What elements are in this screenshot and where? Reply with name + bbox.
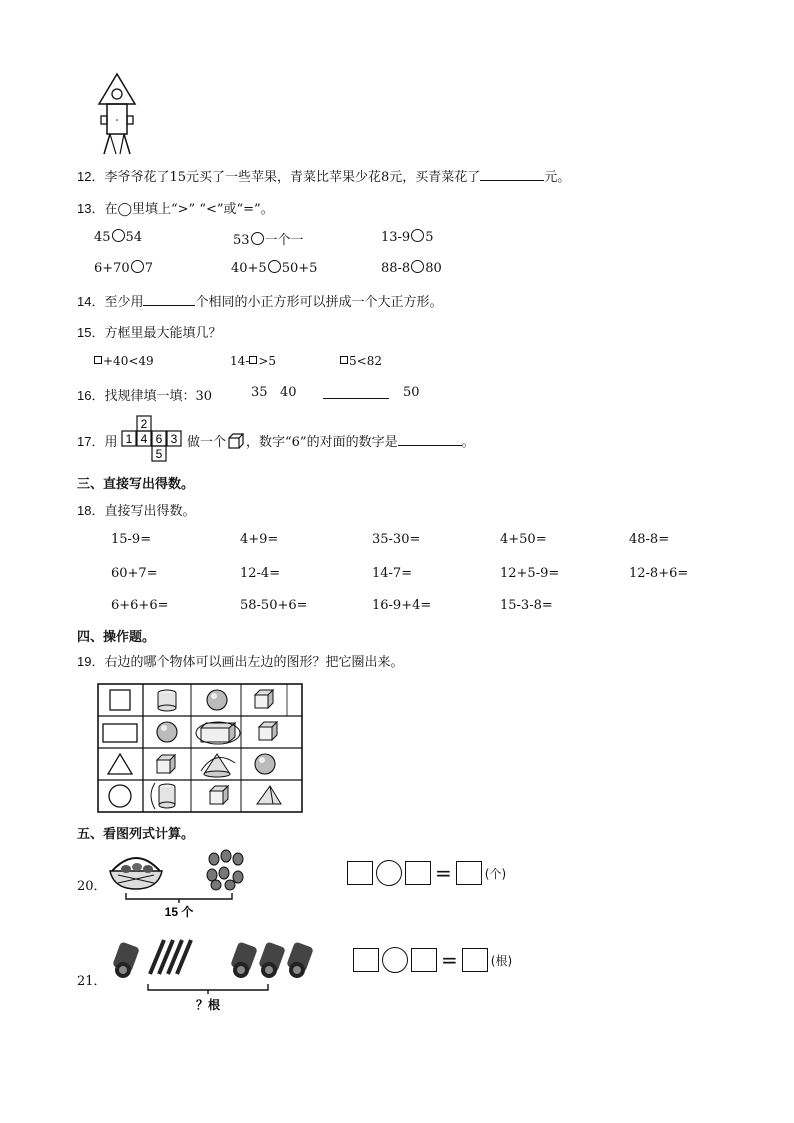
calc-item: 15-9= <box>111 532 152 547</box>
calc-item: 15-3-8= <box>500 598 553 613</box>
calc-item: 16-9+4= <box>372 598 432 613</box>
calc-item: 35-30= <box>372 532 421 547</box>
compare-circle[interactable] <box>131 260 144 273</box>
calc-item: 60+7= <box>111 566 158 581</box>
stick-bundle-icon <box>150 940 191 974</box>
calc-item: 12+5-9= <box>500 566 560 581</box>
cube-object[interactable] <box>255 690 273 708</box>
cylinder-object[interactable] <box>151 783 175 809</box>
cube-net <box>120 414 184 464</box>
calc-item: 4+9= <box>240 532 279 547</box>
sequence-value: 50 <box>403 385 420 400</box>
total-label: ？根 <box>195 998 221 1012</box>
answer-blank[interactable] <box>323 398 389 399</box>
pyramid-object[interactable] <box>257 786 281 804</box>
circle-shape <box>109 785 131 807</box>
shape-object-table <box>97 683 304 814</box>
fruit-picture <box>104 845 254 921</box>
question-16: 16．找规律填一填：30 <box>77 388 213 404</box>
compare-item: 53 一个一 <box>233 233 304 248</box>
calc-item: 14-7= <box>372 566 413 581</box>
answer-blank[interactable] <box>143 293 195 306</box>
question-17-rest: 做一个 ，数字“6”的对面的数字是 。 <box>187 435 475 450</box>
section-title: 三、直接写出得数。 <box>77 477 195 492</box>
fill-box-item: 5<82 <box>340 354 382 368</box>
compare-item: 45 54 <box>94 230 143 245</box>
answer-box[interactable] <box>456 861 482 885</box>
cube-object[interactable] <box>210 786 228 804</box>
sphere-object[interactable] <box>157 722 177 742</box>
cuboid-object[interactable] <box>196 722 240 744</box>
operator-circle[interactable] <box>382 947 408 973</box>
basket-icon <box>110 858 162 889</box>
triangle-shape <box>108 754 132 774</box>
answer-blank[interactable] <box>480 168 544 181</box>
compare-item: 13-9 5 <box>381 230 434 245</box>
cube-object[interactable] <box>157 755 175 773</box>
answer-box[interactable] <box>353 948 379 972</box>
section-title: 四、操作题。 <box>77 630 156 645</box>
sticks-picture <box>110 932 340 1016</box>
calc-item: 12-4= <box>240 566 281 581</box>
question-15: 15．方框里最大能填几？ <box>77 325 222 341</box>
sequence-value: 40 <box>280 385 297 400</box>
compare-circle[interactable] <box>411 260 424 273</box>
question-21: 21． <box>77 974 107 989</box>
answer-blank[interactable] <box>398 433 462 446</box>
compare-circle[interactable] <box>268 260 281 273</box>
calc-item: 12-8+6= <box>629 566 689 581</box>
question-14: 14．至少用 个相同的小正方形可以拼成一个大正方形。 <box>77 294 443 310</box>
answer-box[interactable] <box>411 948 437 972</box>
net-face: 5 <box>155 447 163 461</box>
sphere-object[interactable] <box>207 690 227 710</box>
section-title: 五、看图列式计算。 <box>77 827 195 842</box>
net-face: 2 <box>140 417 148 431</box>
rectangle-shape <box>103 724 137 742</box>
equation-row: = (个) <box>347 860 506 886</box>
answer-box[interactable] <box>462 948 488 972</box>
rocket-figure <box>94 70 140 156</box>
operator-circle[interactable] <box>376 860 402 886</box>
compare-item: 88-8 80 <box>381 261 442 276</box>
fill-box[interactable] <box>249 356 257 364</box>
compare-item: 6+70 7 <box>94 261 153 276</box>
calc-item: 6+6+6= <box>111 598 169 613</box>
net-face: 1 <box>125 432 133 446</box>
cube-icon <box>228 433 244 449</box>
calc-item: 48-8= <box>629 532 670 547</box>
net-face: 3 <box>170 432 178 446</box>
cone-object[interactable] <box>201 754 235 777</box>
answer-box[interactable] <box>405 861 431 885</box>
question-20: 20． <box>77 879 107 894</box>
question-17: 17．用 <box>77 434 118 450</box>
compare-circle[interactable] <box>411 229 424 242</box>
sphere-object[interactable] <box>255 754 275 774</box>
compare-item: 40+5 50+5 <box>231 261 318 276</box>
compare-circle[interactable] <box>112 229 125 242</box>
question-19: 19．右边的哪个物体可以画出左边的图形？把它圈出来。 <box>77 654 404 670</box>
calc-item: 4+50= <box>500 532 547 547</box>
net-face: 4 <box>140 432 148 446</box>
total-label: 15 个 <box>164 905 194 919</box>
question-13: 13．在◯里填上“>” “<”或“=”。 <box>77 201 274 217</box>
fill-box-item: 14- >5 <box>230 354 277 368</box>
question-12: 12．李爷爷花了15元买了一些苹果，青菜比苹果少花8元，买青菜花了 元。 <box>77 169 571 185</box>
compare-circle[interactable] <box>251 232 264 245</box>
cylinder-object[interactable] <box>158 690 176 711</box>
fill-box-item: +40<49 <box>94 354 154 368</box>
calc-item: 58-50+6= <box>240 598 308 613</box>
square-shape <box>110 690 130 710</box>
fill-box[interactable] <box>94 356 102 364</box>
question-18: 18．直接写出得数。 <box>77 503 196 519</box>
sequence-value: 35 <box>251 385 268 400</box>
stick-bundle-icon <box>112 941 140 978</box>
equation-row: = (根) <box>353 947 512 973</box>
cube-object[interactable] <box>259 722 277 740</box>
fruit-pile-icon <box>207 850 243 890</box>
answer-box[interactable] <box>347 861 373 885</box>
stick-bundle-icon <box>230 941 314 978</box>
net-face: 6 <box>155 432 163 446</box>
fill-box[interactable] <box>340 356 348 364</box>
